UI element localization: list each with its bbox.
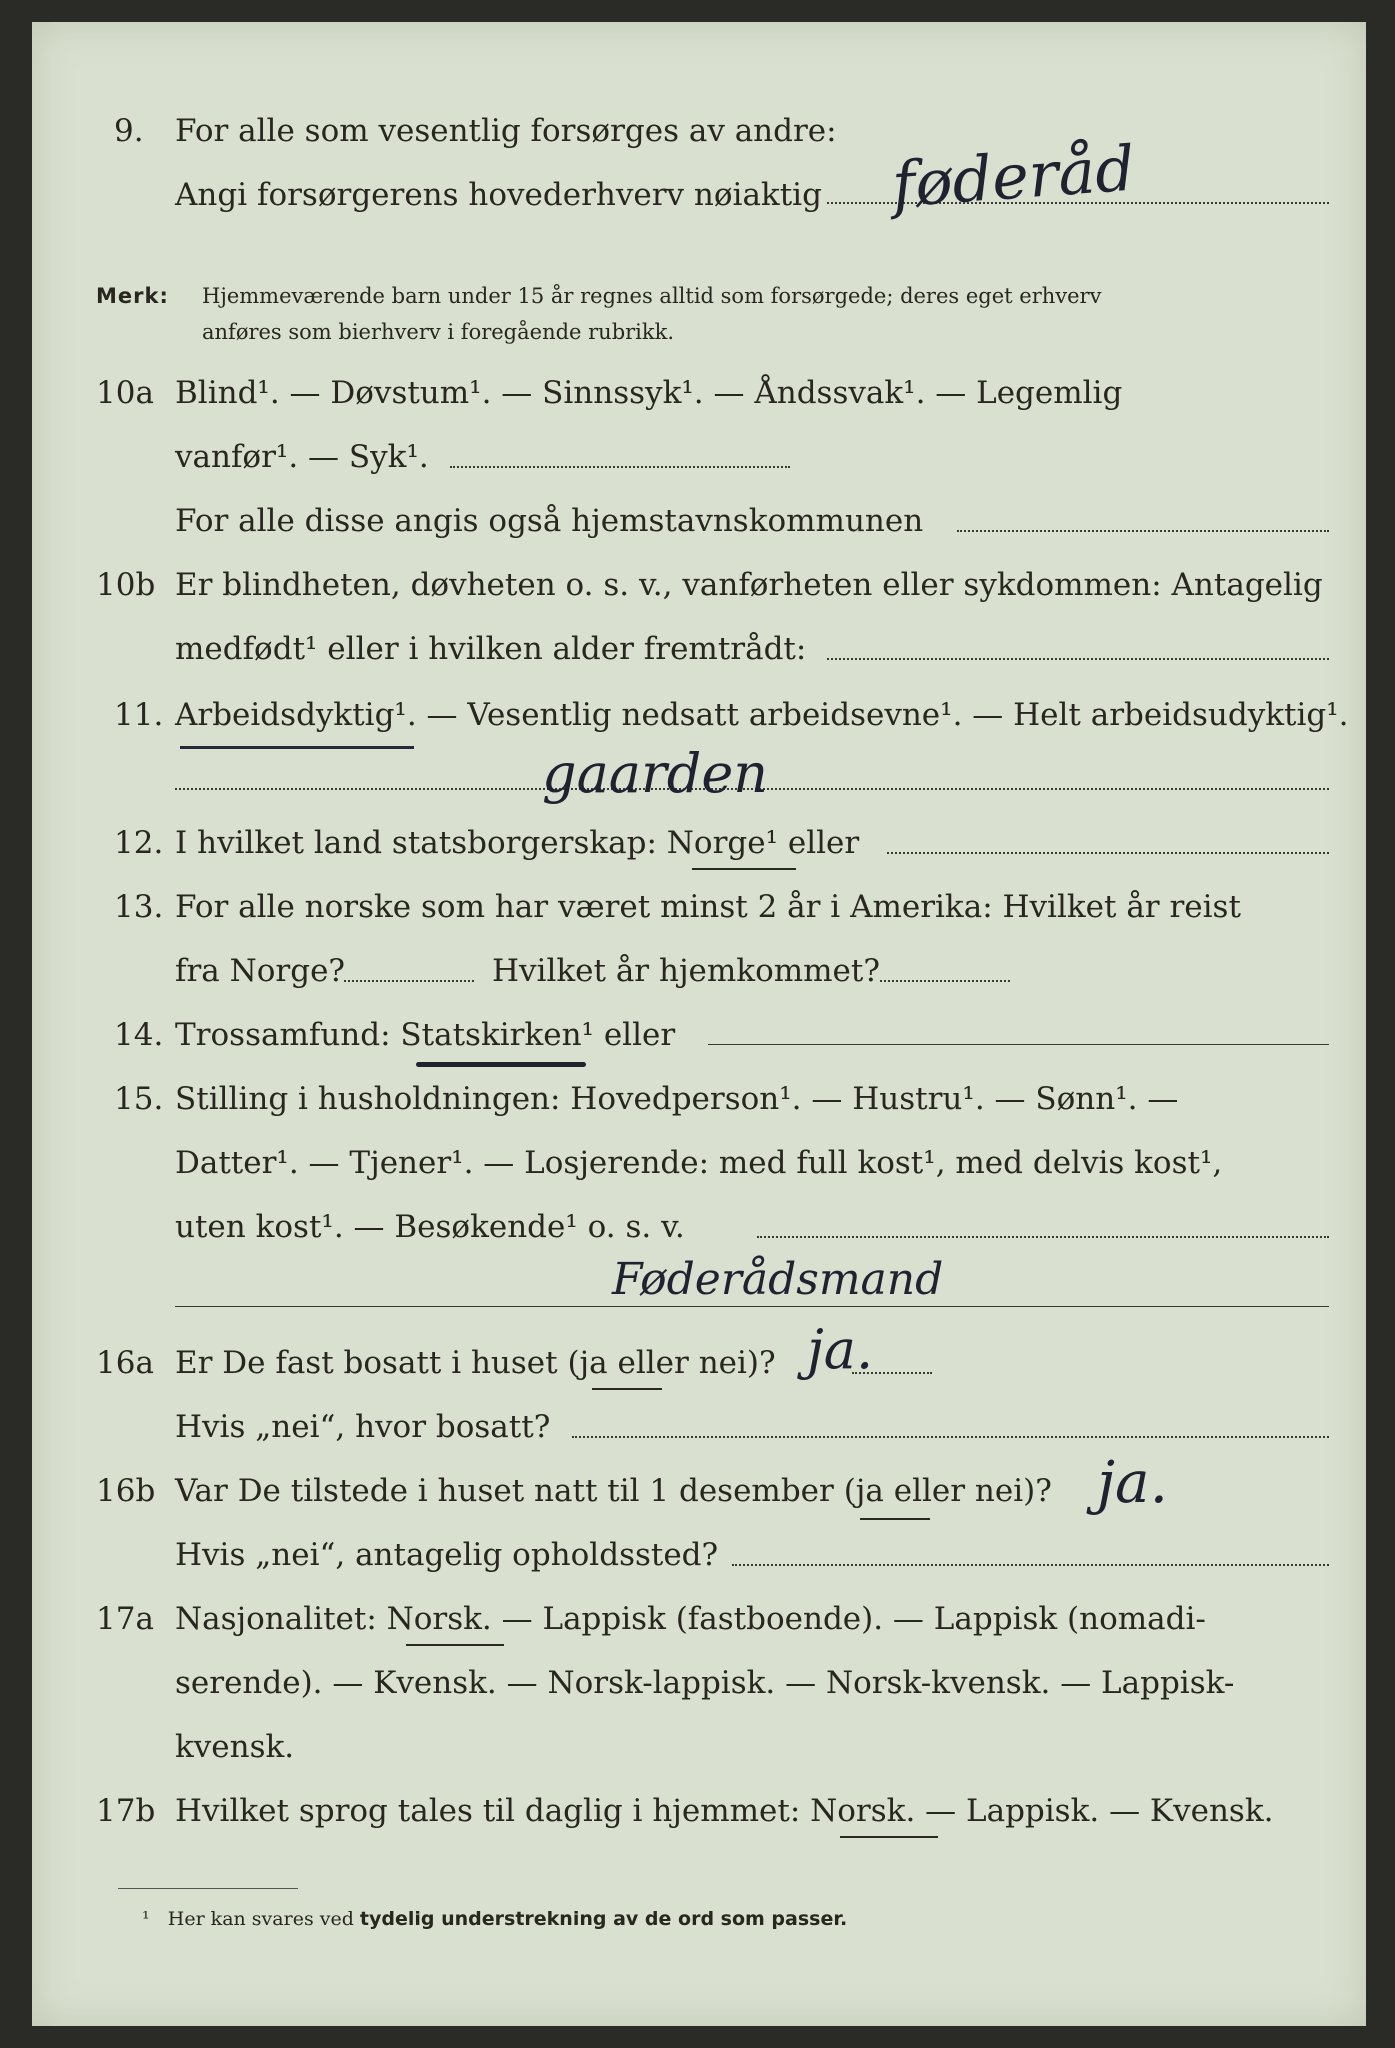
question-text: Hvis „nei“, antagelig opholdssted? <box>175 1537 719 1573</box>
census-form-page <box>32 22 1366 2026</box>
question-number: 9. <box>114 113 144 149</box>
note-text: Hjemmeværende barn under 15 år regnes alltid som forsørgede; deres eget erhverv <box>202 284 1102 308</box>
question-text: Nasjonalitet: Norsk. — Lappisk (fastboende). — Lappisk (nomadi- <box>175 1601 1206 1637</box>
question-text: medfødt¹ eller i hvilken alder fremtrådt: <box>175 631 807 667</box>
note-text: anføres som bierhverv i foregående rubrikk. <box>202 320 675 344</box>
question-text: serende). — Kvensk. — Norsk-lappisk. — Norsk-kvensk. — Lappisk- <box>175 1665 1235 1701</box>
answer-line <box>175 1306 1329 1307</box>
question-text: kvensk. <box>175 1729 295 1765</box>
handwritten-answer: ja. <box>1097 1448 1168 1516</box>
question-number: 17b <box>96 1793 156 1829</box>
question-text: For alle disse angis også hjemstavnskommunen <box>175 503 924 539</box>
question-text: Er De fast bosatt i huset (ja eller nei)? <box>175 1345 776 1381</box>
footnote-rule <box>118 1888 298 1889</box>
underline-mark <box>840 1836 938 1838</box>
question-text: For alle som vesentlig forsørges av andre: <box>175 113 837 149</box>
question-number: 15. <box>114 1081 164 1117</box>
question-text: Trossamfund: Statskirken¹ eller <box>175 1017 676 1053</box>
handwritten-answer: ja. <box>807 1318 874 1381</box>
underline-mark <box>592 1388 662 1390</box>
answer-line <box>572 1436 1329 1438</box>
answer-line <box>450 466 790 468</box>
question-text: Blind¹. — Døvstum¹. — Sinnssyk¹. — Åndssvak¹. — Legemlig <box>175 375 1123 411</box>
question-text: Hvilket sprog tales til daglig i hjemmet: Norsk. — Lappisk. — Kvensk. <box>175 1793 1274 1829</box>
question-number: 12. <box>114 825 164 861</box>
handwritten-answer: gaarden <box>542 742 769 805</box>
handwritten-answer: Føderådsmand <box>612 1254 944 1305</box>
question-number: 10b <box>96 567 156 603</box>
answer-line <box>880 980 1010 982</box>
question-number: 16a <box>96 1345 154 1381</box>
answer-line <box>708 1044 1329 1045</box>
question-text: Datter¹. — Tjener¹. — Losjerende: med full kost¹, med delvis kost¹, <box>175 1145 1223 1181</box>
question-number: 17a <box>96 1601 154 1637</box>
underline-mark <box>180 746 414 749</box>
question-number: 13. <box>114 889 164 925</box>
answer-line <box>957 530 1329 532</box>
question-text: fra Norge? <box>175 953 346 989</box>
question-text: Er blindheten, døvheten o. s. v., vanførheten eller sykdommen: Antagelig <box>175 567 1323 603</box>
question-number: 16b <box>96 1473 156 1509</box>
underline-mark <box>692 868 796 870</box>
question-text: Hvis „nei“, hvor bosatt? <box>175 1409 551 1445</box>
handwritten-answer: føderåd <box>889 131 1138 222</box>
footnote: ¹ Her kan svares ved tydelig understrekning av de ord som passer. <box>142 1908 848 1930</box>
note-label: Merk: <box>96 284 169 308</box>
question-text: Angi forsørgerens hovederhverv nøiaktig <box>175 177 822 213</box>
question-text: vanfør¹. — Syk¹. <box>175 439 429 475</box>
underline-mark <box>860 1518 930 1520</box>
question-number: 10a <box>96 375 154 411</box>
question-number: 11. <box>114 697 164 733</box>
question-text: Var De tilstede i huset natt til 1 desember (ja eller nei)? <box>175 1473 1052 1509</box>
question-text: uten kost¹. — Besøkende¹ o. s. v. <box>175 1209 685 1245</box>
underline-mark <box>406 1644 504 1646</box>
answer-line <box>827 658 1329 660</box>
question-number: 14. <box>114 1017 164 1053</box>
question-text: Stilling i husholdningen: Hovedperson¹. — Hustru¹. — Sønn¹. — <box>175 1081 1179 1117</box>
answer-line <box>344 980 474 982</box>
question-text: For alle norske som har været minst 2 år i Amerika: Hvilket år reist <box>175 889 1241 925</box>
answer-line <box>757 1236 1329 1238</box>
answer-line <box>732 1564 1329 1566</box>
question-text: Hvilket år hjemkommet? <box>492 953 880 989</box>
answer-line <box>887 852 1329 854</box>
question-text: Arbeidsdyktig¹. — Vesentlig nedsatt arbeidsevne¹. — Helt arbeidsudyktig¹. <box>175 697 1349 733</box>
underline-mark <box>416 1062 586 1067</box>
question-text: I hvilket land statsborgerskap: Norge¹ eller <box>175 825 860 861</box>
